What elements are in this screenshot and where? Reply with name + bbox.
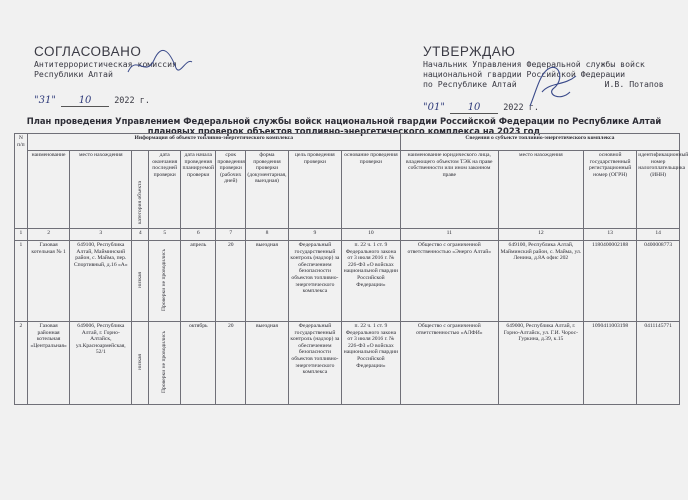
- approve-region: по Республике Алтай: [423, 79, 517, 89]
- row-owner: Общество с ограниченной ответственностью «Энерго Алтай»: [400, 241, 498, 322]
- col-header-ogrn: основной государственный регистрационный номер (ОГРН): [584, 151, 637, 229]
- row-last-check-cell: [149, 322, 181, 405]
- row-category: низкая: [136, 353, 143, 370]
- col-number: 1: [15, 229, 28, 241]
- row-ogrn: 1090411003198: [584, 322, 637, 405]
- row-start: апрель: [181, 241, 216, 322]
- col-header-inn: идентификационный номер налогоплательщика (ИНН): [637, 151, 680, 229]
- col-header-basis: основание проведения проверки: [342, 151, 401, 229]
- agreed-line-1: Антитеррористическая комиссия: [34, 59, 177, 69]
- row-basis: п. 22 ч. 1 ст. 9 Федерального закона от 3 июля 2016 г. № 226-ФЗ «О войсках национальной гвардии Российской Федерации»: [342, 322, 401, 405]
- row-num: 2: [15, 322, 28, 405]
- approve-date-month: 10: [467, 102, 481, 113]
- header-object-info: Информация об объекте топливно-энергетического комплекса: [27, 134, 400, 151]
- row-num: 1: [15, 241, 28, 322]
- col-number: 2: [27, 229, 70, 241]
- col-number: 7: [216, 229, 246, 241]
- row-address: 649100, Республика Алтай, Майминский район, с. Майма, пер. Спортивный, д.16 «А»: [70, 241, 132, 322]
- agreed-title: СОГЛАСОВАНО: [34, 44, 142, 59]
- col-number: 6: [181, 229, 216, 241]
- row-owner-address: 649000, Республика Алтай, г. Горно-Алтайск, ул. Г.И. Чорос-Гуркина, д.39, к.15: [498, 322, 583, 405]
- row-address: 649006, Республика Алтай, г. Горно-Алтайск, ул.Красноармейская, 52/1: [70, 322, 132, 405]
- signature-left-icon: [124, 50, 194, 80]
- col-number: 14: [637, 229, 680, 241]
- row-form: выездная: [246, 241, 289, 322]
- row-owner-address: 649100, Республика Алтай, Майминский район, с. Майма, ул. Ленина, д.8А офис 202: [498, 241, 583, 322]
- agreed-line-2: Республики Алтай: [34, 69, 113, 79]
- approve-date-day: "01": [423, 102, 445, 113]
- col-number: 10: [342, 229, 401, 241]
- column-number-row: [15, 229, 680, 241]
- row-start: октябрь: [181, 322, 216, 405]
- row-days: 20: [216, 241, 246, 322]
- col-number: 8: [246, 229, 289, 241]
- col-header-days: срок проведения проверки (рабочих дней): [216, 151, 246, 229]
- col-number: 12: [498, 229, 583, 241]
- col-number: 4: [132, 229, 149, 241]
- row-last-check: Проверки не проводились: [161, 248, 168, 311]
- col-header-goal: цель проведения проверки: [288, 151, 341, 229]
- signature-right-icon: [520, 62, 580, 112]
- row-days: 20: [216, 322, 246, 405]
- row-category-cell: [132, 322, 149, 405]
- row-inn: 0411145771: [637, 322, 680, 405]
- row-goal: Федеральный государственный контроль (надзор) за обеспечением безопасности объектов топливно-энергетического комплекса: [288, 322, 341, 405]
- col-header-owner: наименование юридического лица, владеющего объектом ТЭК на праве собственности или ином законном праве: [400, 151, 498, 229]
- row-form: выездная: [246, 322, 289, 405]
- table-column-header-row: [15, 151, 680, 229]
- row-last-check-cell: [149, 241, 181, 322]
- row-category-cell: [132, 241, 149, 322]
- col-header-name: наименование: [27, 151, 70, 229]
- agreed-date: [34, 95, 274, 107]
- row-basis: п. 22 ч. 1 ст. 9 Федерального закона от 3 июля 2016 г. № 226-ФЗ «О войсках национальной гвардии Российской Федерации»: [342, 241, 401, 322]
- row-ogrn: 1180400002188: [584, 241, 637, 322]
- table-row: [15, 241, 680, 322]
- document-title-line-1: План проведения Управлением Федеральной службы войск национальной гвардии Российской Федерации по Республике Алтай: [26, 116, 662, 126]
- row-name: Газовая районная котельная «Центральная»: [27, 322, 70, 405]
- col-header-category: категория объекта: [136, 181, 143, 225]
- row-inn: 0400008773: [637, 241, 680, 322]
- approve-line-2: национальной гвардии Российской Федерации: [423, 69, 626, 79]
- row-goal: Федеральный государственный контроль (надзор) за обеспечением безопасности объектов топливно-энергетического комплекса: [288, 241, 341, 322]
- row-last-check: Проверки не проводились: [161, 330, 168, 393]
- header-subject-info: Сведения о субъекте топливно-энергетического комплекса: [400, 134, 679, 151]
- agreed-date-month: 10: [78, 95, 92, 106]
- row-owner: Общество с ограниченной ответственностью «АЛФИ»: [400, 322, 498, 405]
- col-header-address: место нахождения: [70, 151, 132, 229]
- approve-signer: И.В. Потапов: [604, 79, 664, 89]
- header-num: N п/п: [15, 134, 28, 229]
- col-header-last-check: дата окончания последней проверки: [149, 151, 181, 229]
- col-number: 11: [400, 229, 498, 241]
- col-header-start: дата начала проведения планируемой проверки: [181, 151, 216, 229]
- agreed-date-year: 2022 г.: [114, 96, 151, 106]
- approve-line-1: Начальник Управления Федеральной службы войск: [423, 59, 645, 69]
- col-number: 5: [149, 229, 181, 241]
- row-name: Газовая котельная № 1: [27, 241, 70, 322]
- col-number: 3: [70, 229, 132, 241]
- document-title-line-2: плановых проверок объектов топливно-энергетического комплекса на 2023 год: [147, 126, 541, 136]
- col-number: 9: [288, 229, 341, 241]
- approve-date-year: 2022 г.: [503, 103, 540, 113]
- table-group-header-row: [15, 134, 680, 151]
- col-header-category-cell: [132, 151, 149, 229]
- inspection-plan-table: [14, 133, 688, 405]
- agreed-date-day: "31": [34, 95, 56, 106]
- row-category: низкая: [136, 271, 143, 288]
- table-row: [15, 322, 680, 405]
- col-number: 13: [584, 229, 637, 241]
- approve-title: УТВЕРЖДАЮ: [423, 44, 516, 59]
- col-header-owner-address: место нахождения: [498, 151, 583, 229]
- col-header-form: форма проведения проверки (документарная, выездная): [246, 151, 289, 229]
